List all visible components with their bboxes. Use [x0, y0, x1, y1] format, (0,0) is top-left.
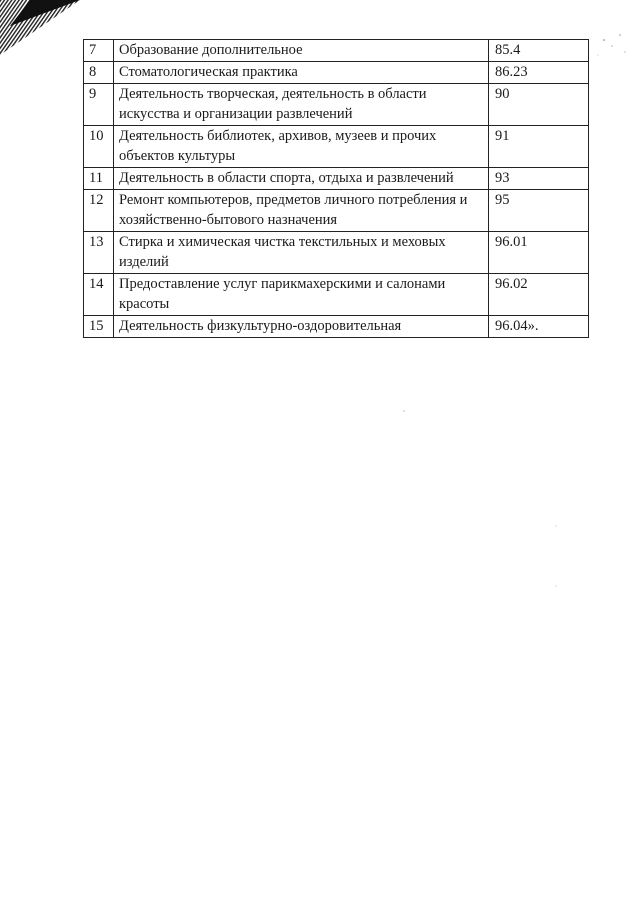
row-number-cell: 7: [84, 40, 114, 62]
activity-name-cell: Стоматологическая практика: [114, 62, 489, 84]
table-row: [84, 62, 589, 84]
row-number-cell: 15: [84, 316, 114, 338]
row-number-cell: 14: [84, 274, 114, 316]
activity-name-cell: Деятельность физкультурно-оздоровительная: [114, 316, 489, 338]
table-body: [84, 40, 589, 338]
scan-corner-mark: [0, 0, 80, 55]
table-row: [84, 274, 589, 316]
activity-name-cell: Образование дополнительное: [114, 40, 489, 62]
table-row: [84, 168, 589, 190]
okved-code-cell: 86.23: [489, 62, 589, 84]
activity-codes-table: [83, 39, 589, 338]
table-row: [84, 316, 589, 338]
okved-code-cell: 95: [489, 190, 589, 232]
okved-code-cell: 91: [489, 126, 589, 168]
activity-name-cell: Предоставление услуг парикмахерскими и салонами красоты: [114, 274, 489, 316]
okved-code-cell: 93: [489, 168, 589, 190]
row-number-cell: 11: [84, 168, 114, 190]
row-number-cell: 12: [84, 190, 114, 232]
table-row: [84, 84, 589, 126]
table-row: [84, 190, 589, 232]
activity-name-cell: Деятельность творческая, деятельность в области искусства и организации развлечений: [114, 84, 489, 126]
activity-name-cell: Ремонт компьютеров, предметов личного потребления и хозяйственно-бытового назначения: [114, 190, 489, 232]
okved-code-cell: 96.01: [489, 232, 589, 274]
activity-name-cell: Стирка и химическая чистка текстильных и меховых изделий: [114, 232, 489, 274]
okved-code-cell: 90: [489, 84, 589, 126]
okved-code-cell: 96.02: [489, 274, 589, 316]
table-row: [84, 126, 589, 168]
okved-code-cell: 85.4: [489, 40, 589, 62]
row-number-cell: 13: [84, 232, 114, 274]
activity-name-cell: Деятельность библиотек, архивов, музеев и прочих объектов культуры: [114, 126, 489, 168]
row-number-cell: 8: [84, 62, 114, 84]
activity-name-cell: Деятельность в области спорта, отдыха и развлечений: [114, 168, 489, 190]
row-number-cell: 10: [84, 126, 114, 168]
table-row: [84, 40, 589, 62]
table-row: [84, 232, 589, 274]
row-number-cell: 9: [84, 84, 114, 126]
okved-code-cell: 96.04».: [489, 316, 589, 338]
